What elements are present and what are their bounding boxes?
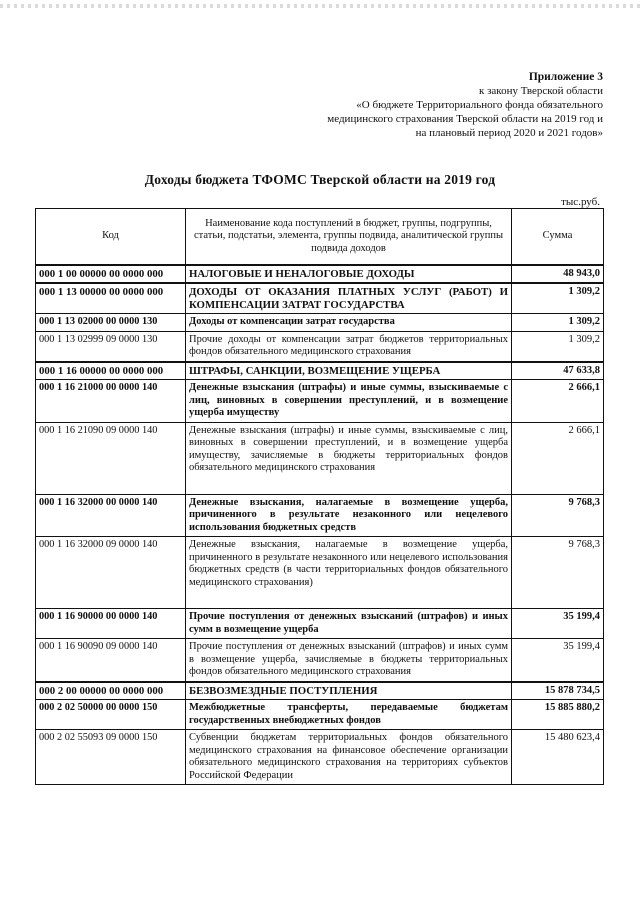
units-label: тыс.руб. (561, 196, 600, 208)
appendix-title: Приложение 3 (528, 71, 603, 83)
row-name: Прочие поступления от денежных взысканий (штрафов) и иных сумм в возмещение ущерба (186, 609, 512, 639)
row-name: Прочие поступления от денежных взысканий (штрафов) и иных сумм в возмещение ущерба, зачисляемые в бюджеты территориальных фондов обязательного медицинского страхования (186, 639, 512, 682)
row-sum: 15 878 734,5 (512, 682, 604, 700)
row-sum: 1 309,2 (512, 331, 604, 362)
header-sum: Сумма (512, 209, 604, 265)
row-sum: 1 309,2 (512, 283, 604, 314)
row-code: 000 1 16 90000 00 0000 140 (36, 609, 186, 639)
row-code: 000 2 02 55093 09 0000 150 (36, 730, 186, 785)
appendix-line: к закону Тверской области (478, 85, 603, 97)
row-code: 000 1 16 90090 09 0000 140 (36, 639, 186, 682)
row-sum: 9 768,3 (512, 494, 604, 537)
income-table (35, 208, 604, 785)
appendix-header (273, 70, 603, 140)
row-name: НАЛОГОВЫЕ И НЕНАЛОГОВЫЕ ДОХОДЫ (186, 265, 512, 284)
row-name: Прочие доходы от компенсации затрат бюджетов территориальных фондов обязательного медицинского страхования (186, 331, 512, 362)
row-name: Денежные взыскания, налагаемые в возмещение ущерба, причиненного в результате незаконного или нецелевого использования бюджетных средств (186, 494, 512, 537)
row-code: 000 1 16 21000 00 0000 140 (36, 380, 186, 423)
row-name: Денежные взыскания (штрафы) и иные суммы, взыскиваемые с лиц, виновных в совершении преступлений, и в возмещение ущерба имуществу (186, 380, 512, 423)
row-name: БЕЗВОЗМЕЗДНЫЕ ПОСТУПЛЕНИЯ (186, 682, 512, 700)
table-row (36, 314, 604, 332)
row-name: Денежные взыскания (штрафы) и иные суммы, взыскиваемые с лиц, виновных в совершении преступлений, и в возмещение ущерба имуществу, зачисляемые в бюджеты территориальных фондов обязательного медицинского страхования (186, 422, 512, 494)
table-row (36, 283, 604, 314)
table-row (36, 331, 604, 362)
table-row (36, 380, 604, 423)
appendix-line: на плановый период 2020 и 2021 годов» (415, 127, 603, 139)
row-sum: 48 943,0 (512, 265, 604, 284)
row-sum: 2 666,1 (512, 422, 604, 494)
row-name: ШТРАФЫ, САНКЦИИ, ВОЗМЕЩЕНИЕ УЩЕРБА (186, 362, 512, 380)
row-sum: 35 199,4 (512, 609, 604, 639)
row-code: 000 1 13 02999 09 0000 130 (36, 331, 186, 362)
table-row (36, 639, 604, 682)
row-code: 000 1 13 00000 00 0000 000 (36, 283, 186, 314)
table-row (36, 682, 604, 700)
row-code: 000 1 00 00000 00 0000 000 (36, 265, 186, 284)
row-name: Доходы от компенсации затрат государства (186, 314, 512, 332)
table-row (36, 422, 604, 494)
row-sum: 1 309,2 (512, 314, 604, 332)
row-code: 000 2 00 00000 00 0000 000 (36, 682, 186, 700)
appendix-line: медицинского страхования Тверской области на 2019 год и (327, 113, 603, 125)
row-code: 000 2 02 50000 00 0000 150 (36, 700, 186, 730)
header-name: Наименование кода поступлений в бюджет, группы, подгруппы, статьи, подстатьи, элемента, группы подвида, аналитической группы подвида доходов (186, 209, 512, 265)
row-code: 000 1 16 21090 09 0000 140 (36, 422, 186, 494)
row-name: ДОХОДЫ ОТ ОКАЗАНИЯ ПЛАТНЫХ УСЛУГ (РАБОТ) И КОМПЕНСАЦИИ ЗАТРАТ ГОСУДАРСТВА (186, 283, 512, 314)
table-row (36, 362, 604, 380)
table-row (36, 537, 604, 609)
header-code: Код (36, 209, 186, 265)
row-name: Межбюджетные трансферты, передаваемые бюджетам государственных внебюджетных фондов (186, 700, 512, 730)
table-row (36, 609, 604, 639)
appendix-line: «О бюджете Территориального фонда обязательного (356, 99, 603, 111)
table-row (36, 265, 604, 284)
row-code: 000 1 13 02000 00 0000 130 (36, 314, 186, 332)
row-code: 000 1 16 00000 00 0000 000 (36, 362, 186, 380)
row-sum: 9 768,3 (512, 537, 604, 609)
row-sum: 15 480 623,4 (512, 730, 604, 785)
document-title: Доходы бюджета ТФОМС Тверской области на 2019 год (144, 172, 496, 187)
table-header-row (36, 209, 604, 265)
row-sum: 47 633,8 (512, 362, 604, 380)
row-name: Денежные взыскания, налагаемые в возмещение ущерба, причиненного в результате незаконного или нецелевого использования бюджетных средств (в части территориальных фондов обязательного медицинского страхования) (186, 537, 512, 609)
row-sum: 15 885 880,2 (512, 700, 604, 730)
row-sum: 2 666,1 (512, 380, 604, 423)
scan-edge-noise (0, 4, 640, 8)
row-code: 000 1 16 32000 09 0000 140 (36, 537, 186, 609)
row-name: Субвенции бюджетам территориальных фондов обязательного медицинского страхования на финансовое обеспечение организации обязательного медицинского страхования на территориях субъектов Российской Федерации (186, 730, 512, 785)
table-row (36, 700, 604, 730)
table-row (36, 494, 604, 537)
table-row (36, 730, 604, 785)
row-code: 000 1 16 32000 00 0000 140 (36, 494, 186, 537)
row-sum: 35 199,4 (512, 639, 604, 682)
